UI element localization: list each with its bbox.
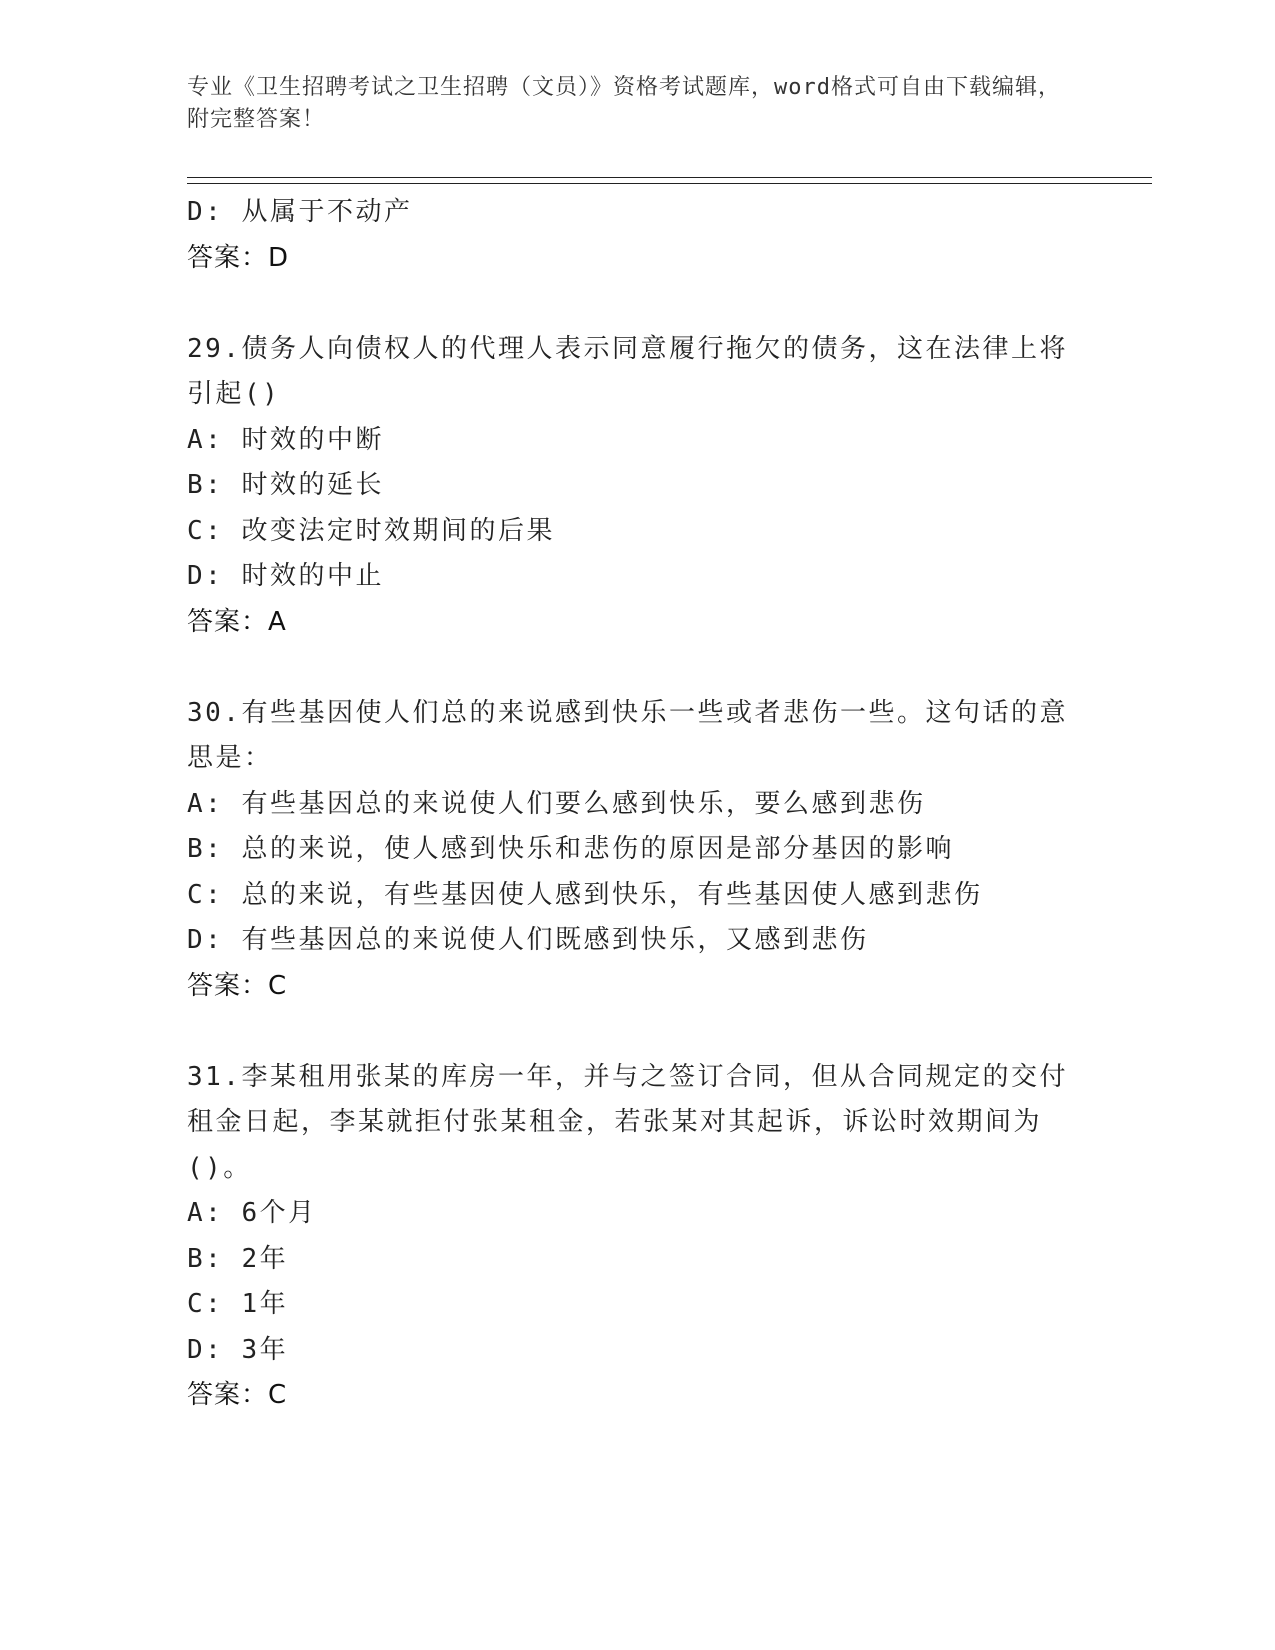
header-rule-top <box>187 177 1152 178</box>
option-a: A: 6个月 <box>187 1198 317 1228</box>
question-29 <box>187 327 1087 646</box>
question-30 <box>187 691 1087 1010</box>
answer-line: 答案：D <box>187 242 290 273</box>
option-d: D: 3年 <box>187 1334 289 1365</box>
header-rule-bottom <box>187 183 1152 184</box>
spacer <box>187 645 1087 691</box>
option-d: D: 从属于不动产 <box>187 197 413 227</box>
option-c: C: 1年 <box>187 1289 289 1319</box>
option-c: C: 总的来说，有些基因使人感到快乐，有些基因使人感到悲伤 <box>187 879 983 910</box>
answer-line: 答案：C <box>187 1380 288 1410</box>
question-28-tail <box>187 190 1087 281</box>
document-header: 专业《卫生招聘考试之卫生招聘（文员）》资格考试题库，word格式可自由下载编辑，附完整答案！ <box>187 75 1061 132</box>
answer-line: 答案：A <box>187 606 287 637</box>
spacer <box>187 281 1087 327</box>
option-a: A: 时效的中断 <box>187 424 384 455</box>
question-31 <box>187 1055 1087 1419</box>
option-c: C: 改变法定时效期间的后果 <box>187 515 555 546</box>
question-stem: 31.李某租用张某的库房一年，并与之签订合同，但从合同规定的交付租金日起，李某就拒付张某租金，若张某对其起诉，诉讼时效期间为()。 <box>187 1061 1068 1183</box>
option-d: D: 时效的中止 <box>187 561 384 591</box>
question-stem: 30.有些基因使人们总的来说感到快乐一些或者悲伤一些。这句话的意思是： <box>187 697 1068 773</box>
option-b: B: 总的来说，使人感到快乐和悲伤的原因是部分基因的影响 <box>187 834 954 864</box>
answer-line: 答案：C <box>187 970 288 1001</box>
option-a: A: 有些基因总的来说使人们要么感到快乐，要么感到悲伤 <box>187 788 926 819</box>
option-d: D: 有些基因总的来说使人们既感到快乐，又感到悲伤 <box>187 925 869 955</box>
question-content <box>187 190 1087 1419</box>
spacer <box>187 1009 1087 1055</box>
question-stem: 29.债务人向债权人的代理人表示同意履行拖欠的债务，这在法律上将引起() <box>187 333 1068 409</box>
option-b: B: 2年 <box>187 1243 289 1274</box>
option-b: B: 时效的延长 <box>187 470 384 500</box>
